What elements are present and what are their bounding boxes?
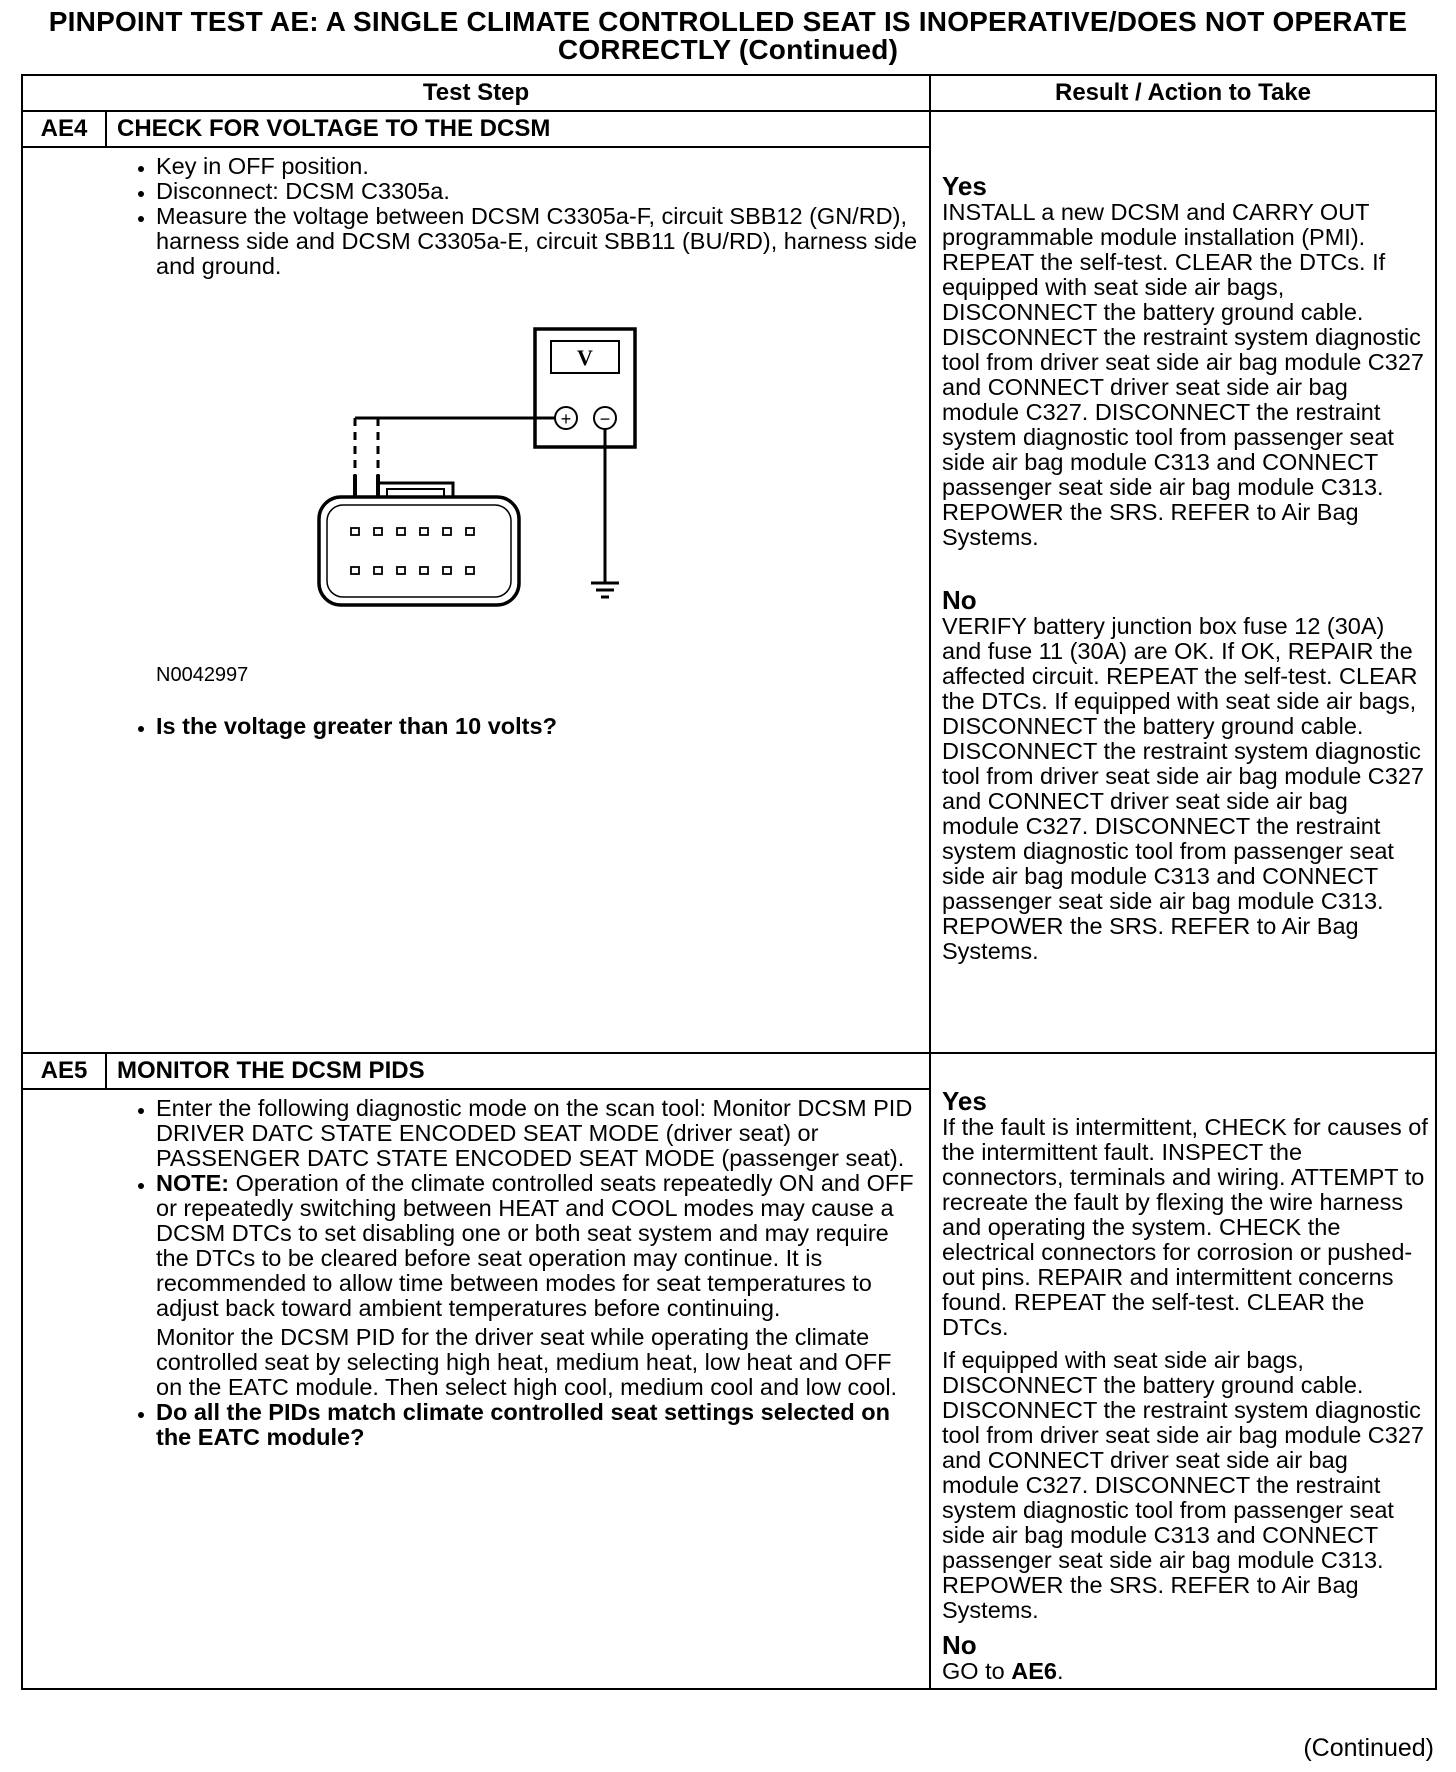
ae5-yes-text-1: If the fault is intermittent, CHECK for causes of the intermittent fault. INSPECT the connectors, terminals and wiring. ATTEMPT to recreate the fault by flexing the wire harness and operating the system. CHECK the electrical connectors for corrosion or pushed-out pins. REPAIR and intermittent concerns found. REPEAT the self-test. CLEAR the DTCs. xyxy=(942,1114,1428,1340)
step-title-ae5: MONITOR THE DCSM PIDS xyxy=(106,1053,930,1089)
step-ae5-body xyxy=(22,1089,930,1689)
voltmeter-connector-diagram xyxy=(23,325,919,655)
step-ae4-title-row xyxy=(22,111,1436,147)
ae5-no-text xyxy=(942,1659,1429,1684)
figure-id: N0042997 xyxy=(156,664,249,686)
column-header-test-step: Test Step xyxy=(22,75,930,111)
ae5-yes-heading: Yes xyxy=(942,1086,987,1116)
step-title-ae4: CHECK FOR VOLTAGE TO THE DCSM xyxy=(106,111,930,147)
ae5-no-suffix: . xyxy=(1056,1658,1064,1684)
page-title xyxy=(0,8,1456,64)
multimeter-v-label: V xyxy=(577,345,593,370)
ae4-no-text: VERIFY battery junction box fuse 12 (30A) and fuse 11 (30A) are OK. If OK, REPAIR the affected circuit. REPEAT the self-test. CLEAR the DTCs. If equipped with seat side air bags, DISCONNECT the battery ground cable. DISCONNECT the restraint system diagnostic tool from driver seat side air bag module C327 and CONNECT driver seat side air bag module C327. DISCONNECT the restraint system diagnostic tool from passenger seat side air bag module C313 and CONNECT passenger seat side air bag module C313. REPOWER the SRS. REFER to Air Bag Systems. xyxy=(942,613,1424,964)
note-text: Operation of the climate controlled seats repeatedly ON and OFF or repeatedly switching between HEAT and COOL modes may cause a DCSM DTCs to set disabling one or both seat system and may require the DTCs to be cleared before seat operation may continue. It is recommended to allow time between modes for seat temperatures to adjust back toward ambient temperatures before continuing. xyxy=(156,1170,914,1321)
list-item: • Enter the following diagnostic mode on the scan tool: Monitor DCSM PID DRIVER DATC STATE ENCODED SEAT MODE (driver seat) or PASSENGER DATC STATE ENCODED SEAT MODE (passenger seat). xyxy=(156,1096,919,1171)
ae4-question-list xyxy=(23,714,919,739)
note-label: NOTE: xyxy=(156,1170,230,1196)
ae4-yes-text: INSTALL a new DCSM and CARRY OUT programmable module installation (PMI). REPEAT the self-test. CLEAR the DTCs. If equipped with seat side air bags, DISCONNECT the battery ground cable. DISCONNECT the restraint system diagnostic tool from driver seat side air bag module C327 and CONNECT driver seat side air bag module C327. DISCONNECT the restraint system diagnostic tool from passenger seat side air bag module C313 and CONNECT passenger seat side air bag module C313. REPOWER the SRS. REFER to Air Bag Systems. xyxy=(942,199,1424,550)
ae4-bullet-list xyxy=(23,154,919,279)
ae5-question-list xyxy=(23,1400,919,1450)
ae5-no-heading: No xyxy=(942,1630,977,1660)
dcsm-connector-c3305a xyxy=(319,483,519,605)
ae4-question: • Is the voltage greater than 10 volts? xyxy=(156,714,919,739)
list-item: • Key in OFF position. xyxy=(156,154,919,179)
ae4-yes-heading: Yes xyxy=(942,171,987,201)
step-id-ae4: AE4 xyxy=(22,111,106,147)
step-ae5-title-row xyxy=(22,1053,1436,1089)
ae5-bullet-list xyxy=(23,1096,919,1321)
ae5-question: • Do all the PIDs match climate controlled seat settings selected on the EATC module? xyxy=(156,1400,919,1450)
minus-terminal-label: − xyxy=(599,409,611,429)
step-ae5-result xyxy=(930,1053,1436,1689)
page-title-line-1: PINPOINT TEST AE: A SINGLE CLIMATE CONTROLLED SEAT IS INOPERATIVE/DOES NOT OPERATE xyxy=(48,6,1408,37)
list-item xyxy=(156,1171,919,1321)
table-header-row xyxy=(22,75,1436,111)
ae5-no-prefix: GO to xyxy=(942,1658,1012,1684)
column-header-result: Result / Action to Take xyxy=(930,75,1436,111)
step-ae4-body xyxy=(22,147,930,1053)
continued-footer: (Continued) xyxy=(1303,1734,1434,1762)
list-item: • Measure the voltage between DCSM C3305a-F, circuit SBB12 (GN/RD), harness side and DCSM C3305a-E, circuit SBB11 (BU/RD), harness side and ground. xyxy=(156,204,919,279)
ae5-yes-text-2: If equipped with seat side air bags, DISCONNECT the battery ground cable. DISCONNECT the restraint system diagnostic tool from driver seat side air bag module C327 and CONNECT driver seat side air bag module C327. DISCONNECT the restraint system diagnostic tool from passenger seat side air bag module C313 and CONNECT passenger seat side air bag module C313. REPOWER the SRS. REFER to Air Bag Systems. xyxy=(942,1347,1424,1623)
plus-terminal-label: + xyxy=(560,409,572,429)
ae4-no-heading: No xyxy=(942,585,977,615)
ae5-monitor-paragraph: Monitor the DCSM PID for the driver seat while operating the climate controlled seat by selecting high heat, medium heat, low heat and OFF on the EATC module. Then select high cool, medium cool and low cool. xyxy=(156,1324,898,1400)
step-id-ae5: AE5 xyxy=(22,1053,106,1089)
wiring-diagram-svg xyxy=(23,325,847,655)
page-title-line-2: CORRECTLY (Continued) xyxy=(557,34,899,65)
pinpoint-test-table xyxy=(21,74,1437,1690)
list-item: • Disconnect: DCSM C3305a. xyxy=(156,179,919,204)
ae6-reference-link[interactable]: AE6 xyxy=(1011,1658,1057,1684)
step-ae4-result xyxy=(930,111,1436,1053)
